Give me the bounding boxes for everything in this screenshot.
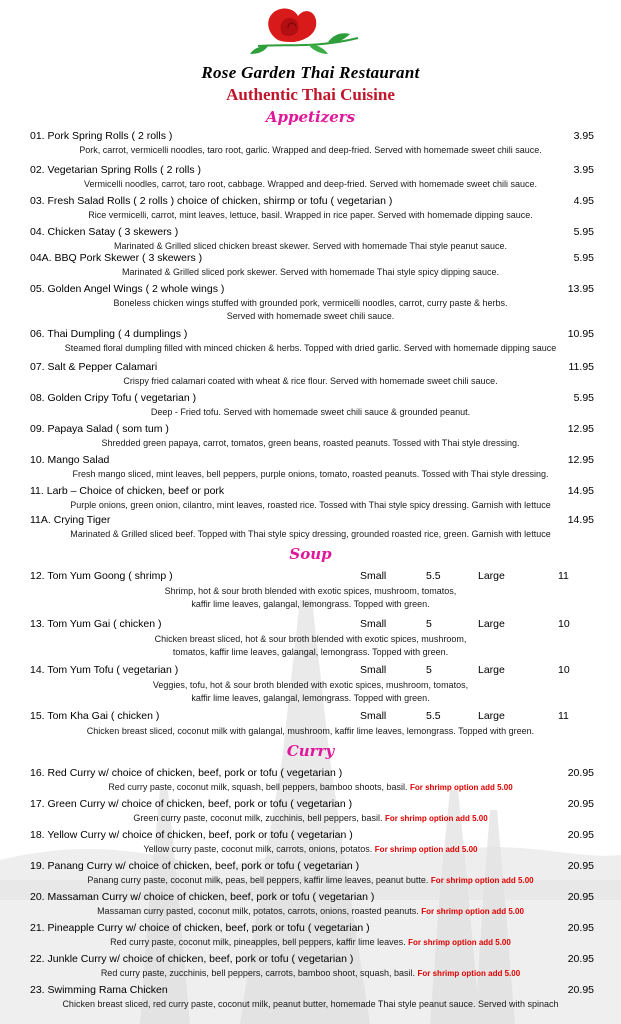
item-description: Marinated & Grilled sliced chicken breast skewer. Served with homemade Thai style peanut sauce.	[113, 241, 508, 251]
item-name: 03. Fresh Salad Rolls ( 2 rolls ) choice of chicken, shirmp or tofu ( vegetarian )	[30, 195, 393, 207]
item-description: Purple onions, green onion, cilantro, mint leaves, roasted rice. Tossed with Thai style spicy dressing. Garnish with lettuce	[70, 500, 551, 510]
item-description: Fresh mango sliced, mint leaves, bell peppers, purple onions, tomato, roasted peanuts. Tossed with Thai style dressing.	[72, 469, 549, 479]
description-text: Yellow curry paste, coconut milk, carrots, onions, potatos.	[143, 844, 373, 854]
tagline: Authentic Thai Cuisine	[226, 85, 395, 104]
item-description: Boneless chicken wings stuffed with grounded pork, vermicelli noodles, carrot, curry paste & herbs.	[113, 298, 508, 308]
item-name: 09. Papaya Salad ( som tum )	[30, 423, 169, 435]
large-price: 10	[558, 618, 570, 630]
item-name: 11A. Crying Tiger	[30, 514, 111, 526]
item-name: 18. Yellow Curry w/ choice of chicken, beef, pork or tofu ( vegetarian )	[30, 829, 353, 841]
section-title-soup: Soup	[289, 545, 332, 563]
item-name: 19. Panang Curry w/ choice of chicken, beef, pork or tofu ( vegetarian )	[30, 860, 360, 872]
item-description: Veggies, tofu, hot & sour broth blended with exotic spices, mushroom, tomatos,	[152, 680, 469, 690]
large-price: 11	[558, 570, 569, 582]
item-price: 14.95	[567, 514, 594, 526]
item-description: Shrimp, hot & sour broth blended with exotic spices, mushroom, tomatos,	[164, 586, 457, 596]
item-description: Crispy fried calamari coated with wheat & rice flour. Served with homemade sweet chili sauce.	[123, 376, 498, 386]
small-price: 5.5	[426, 710, 441, 722]
item-description	[0, 781, 621, 794]
item-description: Marinated & Grilled sliced pork skewer. Served with homemade Thai style spicy dipping sauce.	[121, 267, 499, 277]
item-name: 21. Pineapple Curry w/ choice of chicken, beef, pork or tofu ( vegetarian )	[30, 922, 370, 934]
item-description: Shredded green papaya, carrot, tomatos, green beans, roasted peanuts. Tossed with Thai style dressing.	[101, 438, 520, 448]
item-description: kaffir lime leaves, galangal, lemongrass. Topped with green.	[191, 599, 430, 609]
shrimp-option-note: For shrimp option add 5.00	[410, 783, 513, 792]
item-name: 20. Massaman Curry w/ choice of chicken, beef, pork or tofu ( vegetarian )	[30, 891, 375, 903]
description-text: Green curry paste, coconut milk, zucchinis, bell peppers, basil.	[133, 813, 383, 823]
item-name: 04A. BBQ Pork Skewer ( 3 skewers )	[30, 252, 203, 264]
item-description: Pork, carrot, vermicelli noodles, taro root, garlic. Wrapped and deep-fried. Served with homemade sweet chili sauce.	[79, 145, 542, 155]
description-text: Red curry paste, coconut milk, pineapples, bell peppers, kaffir lime leaves.	[110, 937, 406, 947]
item-description	[0, 936, 621, 949]
large-price: 11	[558, 710, 569, 722]
item-description: tomatos, kaffir lime leaves, galangal, lemongrass. Topped with green.	[172, 647, 449, 657]
small-price: 5	[426, 664, 432, 676]
item-price: 5.95	[573, 392, 594, 404]
section-title-curry: Curry	[286, 742, 335, 760]
item-price: 20.95	[567, 829, 594, 841]
item-price: 20.95	[567, 891, 594, 903]
item-price: 20.95	[567, 798, 594, 810]
shrimp-option-note: For shrimp option add 5.00	[417, 969, 521, 978]
rose-logo-icon	[238, 4, 368, 58]
item-description: Steamed floral dumpling filled with minced chicken & herbs. Topped with dried garlic. Served with homemade dipping sauce	[64, 343, 557, 353]
item-name: 10. Mango Salad	[30, 454, 110, 466]
item-description: Chicken breast sliced, hot & sour broth blended with exotic spices, mushroom,	[154, 634, 467, 644]
item-price: 10.95	[567, 328, 594, 340]
item-price: 12.95	[567, 454, 594, 466]
item-name: 23. Swimming Rama Chicken	[30, 984, 168, 996]
item-price: 3.95	[573, 164, 594, 176]
description-text: Red curry paste, zucchinis, bell peppers, carrots, bamboo shoot, squash, basil.	[100, 968, 415, 978]
large-label: Large	[478, 570, 505, 582]
item-description	[0, 874, 621, 887]
item-description	[0, 843, 621, 856]
item-name: 13. Tom Yum Gai ( chicken )	[30, 618, 162, 630]
small-price: 5.5	[426, 570, 441, 582]
shrimp-option-note: For shrimp option add 5.00	[430, 876, 534, 885]
small-price: 5	[426, 618, 432, 630]
item-description: Chicken breast sliced, coconut milk with galangal, mushroom, kaffir lime leaves, lemongrass. Topped with green.	[86, 726, 535, 736]
item-description: Served with homemade sweet chili sauce.	[226, 311, 395, 321]
item-description: Vermicelli noodles, carrot, taro root, cabbage. Wrapped and deep-fried. Served with homemade sweet chili sauce.	[83, 179, 538, 189]
item-price: 20.95	[567, 922, 594, 934]
item-price: 11.95	[568, 361, 594, 373]
item-price: 13.95	[567, 283, 594, 295]
item-price: 20.95	[567, 953, 594, 965]
item-price: 4.95	[573, 195, 594, 207]
item-name: 05. Golden Angel Wings ( 2 whole wings )	[30, 283, 225, 295]
item-description	[0, 812, 621, 825]
small-label: Small	[360, 710, 387, 722]
large-price: 10	[558, 664, 570, 676]
description-text: Chicken breast sliced, red curry paste, coconut milk, peanut butter, homemade Thai style peanut sauce. Served with spinach	[62, 999, 559, 1009]
item-name: 22. Junkle Curry w/ choice of chicken, beef, pork or tofu ( vegetarian )	[30, 953, 354, 965]
small-label: Small	[360, 570, 387, 582]
item-name: 01. Pork Spring Rolls ( 2 rolls )	[30, 130, 173, 142]
large-label: Large	[478, 618, 505, 630]
item-description: kaffir lime leaves, galangal, lemongrass. Topped with green.	[191, 693, 430, 703]
item-description	[0, 998, 621, 1010]
shrimp-option-note: For shrimp option add 5.00	[421, 907, 524, 916]
small-label: Small	[360, 664, 387, 676]
item-name: 14. Tom Yum Tofu ( vegetarian )	[30, 664, 179, 676]
item-name: 07. Salt & Pepper Calamari	[30, 361, 158, 373]
item-name: 06. Thai Dumpling ( 4 dumplings )	[30, 328, 188, 340]
item-name: 11. Larb – Choice of chicken, beef or pork	[30, 485, 225, 497]
item-description: Marinated & Grilled sliced beef. Topped with Thai style spicy dressing, grounded roasted rice, green. Garnish with lettuce	[70, 529, 551, 539]
item-description	[0, 905, 621, 918]
section-title-appetizers: Appetizers	[265, 108, 356, 126]
item-price: 3.95	[573, 130, 594, 142]
item-name: 08. Golden Cripy Tofu ( vegetarian )	[30, 392, 197, 404]
item-name: 02. Vegetarian Spring Rolls ( 2 rolls )	[30, 164, 201, 176]
item-price: 5.95	[573, 226, 594, 238]
item-name: 16. Red Curry w/ choice of chicken, beef, pork or tofu ( vegetarian )	[30, 767, 343, 779]
description-text: Massaman curry pasted, coconut milk, potatos, carrots, onions, roasted peanuts.	[97, 906, 419, 916]
item-price: 12.95	[567, 423, 594, 435]
shrimp-option-note: For shrimp option add 5.00	[374, 845, 478, 854]
item-price: 20.95	[567, 860, 594, 872]
item-price: 20.95	[567, 767, 594, 779]
item-price: 14.95	[567, 485, 594, 497]
item-name: 04. Chicken Satay ( 3 skewers )	[30, 226, 179, 238]
shrimp-option-note: For shrimp option add 5.00	[408, 938, 511, 947]
large-label: Large	[478, 664, 505, 676]
item-name: 15. Tom Kha Gai ( chicken )	[30, 710, 160, 722]
restaurant-name: Rose Garden Thai Restaurant	[201, 63, 420, 82]
large-label: Large	[478, 710, 505, 722]
item-description: Rice vermicelli, carrot, mint leaves, lettuce, basil. Wrapped in rice paper. Served with homemade dipping sauce.	[88, 210, 533, 220]
item-description: Deep - Fried tofu. Served with homemade sweet chili sauce & grounded peanut.	[150, 407, 471, 417]
shrimp-option-note: For shrimp option add 5.00	[384, 814, 488, 823]
small-label: Small	[360, 618, 387, 630]
description-text: Red curry paste, coconut milk, squash, bell peppers, bamboo shoots, basil.	[108, 782, 408, 792]
item-price: 20.95	[567, 984, 594, 996]
item-name: 12. Tom Yum Goong ( shrimp )	[30, 570, 173, 582]
item-price: 5.95	[573, 252, 594, 264]
description-text: Panang curry paste, coconut milk, peas, bell peppers, kaffir lime leaves, peanut butte.	[87, 875, 429, 885]
item-description	[0, 967, 621, 980]
item-name: 17. Green Curry w/ choice of chicken, beef, pork or tofu ( vegetarian )	[30, 798, 353, 810]
